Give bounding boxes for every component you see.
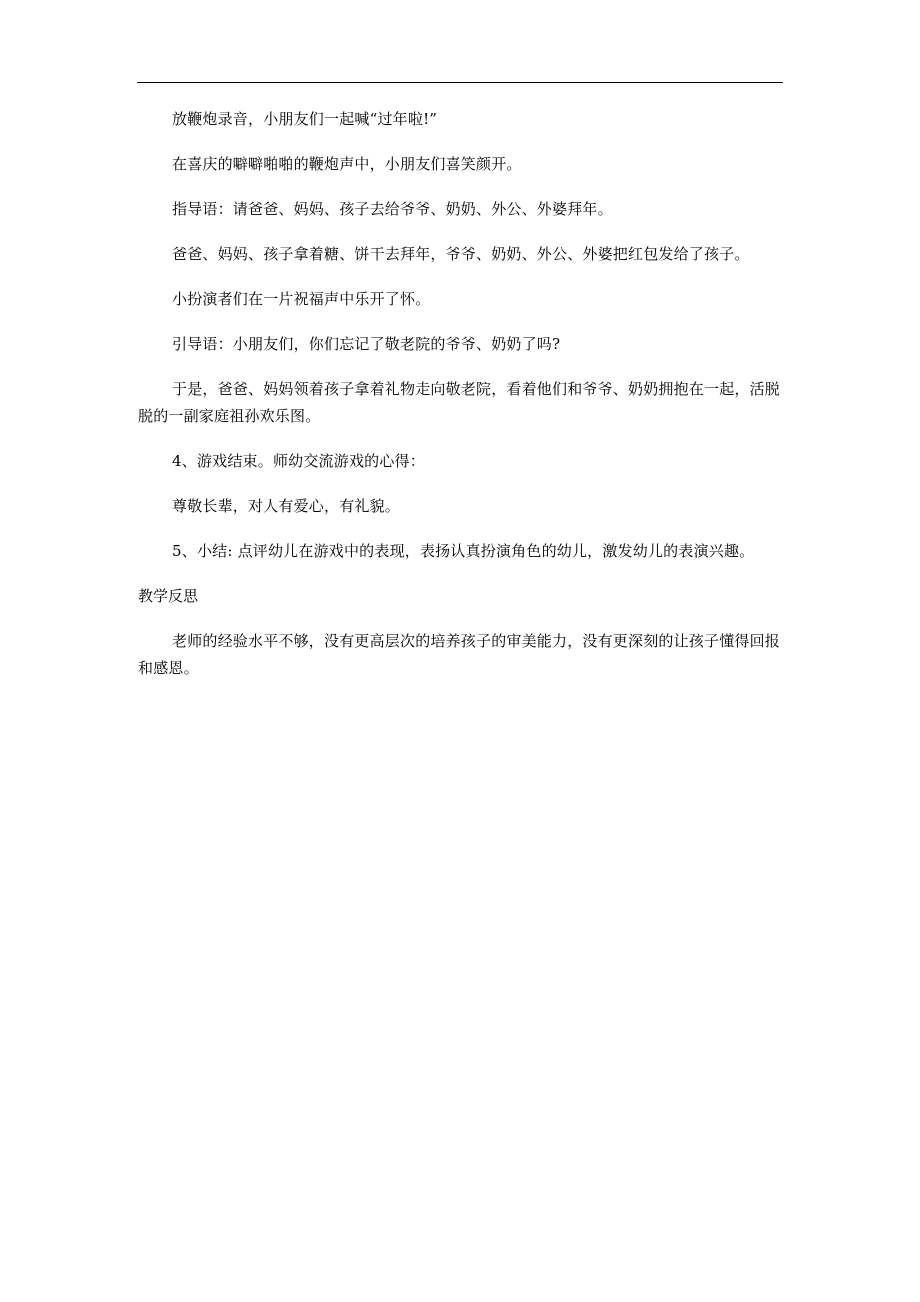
paragraph-summary: 5、小结: 点评幼儿在游戏中的表现，表扬认真扮演角色的幼儿，激发幼儿的表演兴趣。 [172,542,755,560]
paragraph-celebration: 在喜庆的噼噼啪啪的鞭炮声中，小朋友们喜笑颜开。 [172,155,522,173]
header-rule [137,82,783,83]
paragraph-nursing-home: 于是，爸爸、妈妈领着孩子拿着礼物走向敬老院，看着他们和爷爷、奶奶拥抱在一起，活脱脱的一副家庭祖孙欢乐图。 [138,380,781,425]
document-body [138,106,790,682]
paragraph-respect: 尊敬长辈，对人有爱心，有礼貌。 [172,497,401,515]
paragraph-game-end: 4、游戏结束。师幼交流游戏的心得： [172,452,425,470]
section-heading: 教学反思 [138,587,199,605]
paragraph-blessings: 小扮演者们在一片祝福声中乐开了怀。 [172,290,431,308]
paragraph-reflection: 老师的经验水平不够，没有更高层次的培养孩子的审美能力，没有更深刻的让孩子懂得回报和感恩。 [138,632,781,677]
paragraph-new-year-visit: 爸爸、妈妈、孩子拿着糖、饼干去拜年，爷爷、奶奶、外公、外婆把红包发给了孩子。 [172,245,750,263]
paragraph-guidance: 指导语：请爸爸、妈妈、孩子去给爷爷、奶奶、外公、外婆拜年。 [172,200,613,218]
paragraph-firecracker: 放鞭炮录音，小朋友们一起喊“过年啦!” [172,110,438,128]
paragraph-prompt: 引导语：小朋友们，你们忘记了敬老院的爷爷、奶奶了吗? [172,335,561,353]
